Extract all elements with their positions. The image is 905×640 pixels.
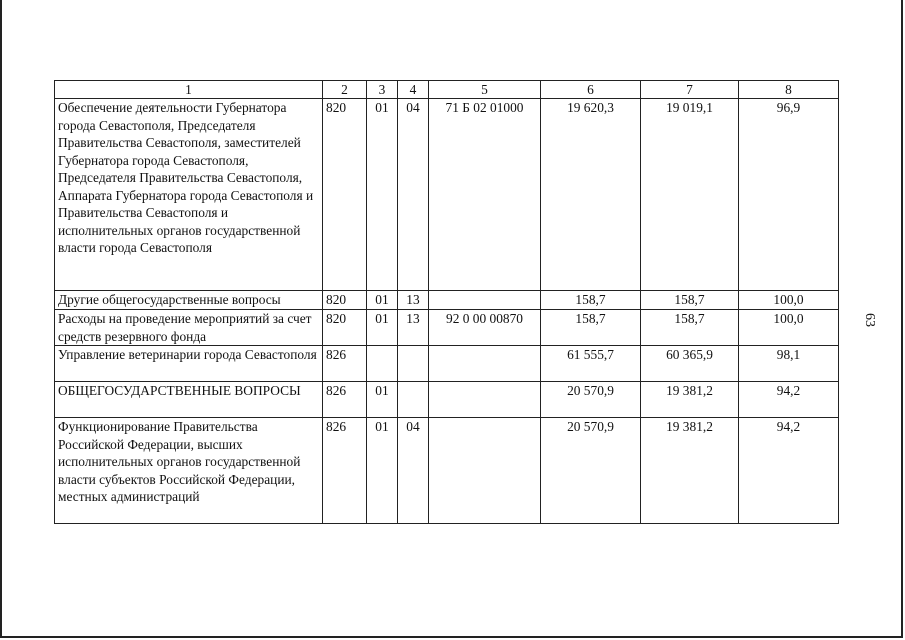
row-col-3	[367, 346, 398, 382]
row-col-5	[429, 418, 541, 524]
row-col-8: 94,2	[739, 382, 839, 418]
row-col-3: 01	[367, 382, 398, 418]
row-name: Другие общегосударственные вопросы	[55, 291, 323, 310]
row-col-6: 19 620,3	[541, 99, 641, 291]
header-col-1: 1	[55, 81, 323, 99]
row-col-5: 92 0 00 00870	[429, 310, 541, 346]
row-col-3: 01	[367, 291, 398, 310]
row-col-8: 94,2	[739, 418, 839, 524]
header-col-7: 7	[641, 81, 739, 99]
page-number: 63	[862, 313, 877, 327]
row-col-6: 158,7	[541, 310, 641, 346]
header-col-5: 5	[429, 81, 541, 99]
row-col-5	[429, 346, 541, 382]
row-col-3: 01	[367, 418, 398, 524]
row-col-8: 100,0	[739, 291, 839, 310]
row-name: Обеспечение деятельности Губернатора города Севастополя, Председателя Правительства Севастополя, заместителей Губернатора города Севастополя, Председателя Правительства Севастополя, Аппарата Губернатора города Севастополя и Правительства Севастополя и исполнительных органов государственной власти города Севастополя	[55, 99, 323, 291]
row-col-6: 20 570,9	[541, 382, 641, 418]
row-name: ОБЩЕГОСУДАРСТВЕННЫЕ ВОПРОСЫ	[55, 382, 323, 418]
row-col-4	[398, 346, 429, 382]
row-col-4: 04	[398, 99, 429, 291]
table-row	[55, 99, 839, 291]
row-col-4: 04	[398, 418, 429, 524]
row-col-8: 96,9	[739, 99, 839, 291]
budget-table	[54, 80, 839, 524]
row-col-4	[398, 382, 429, 418]
row-col-7: 60 365,9	[641, 346, 739, 382]
header-col-8: 8	[739, 81, 839, 99]
table-row	[55, 418, 839, 524]
row-col-6: 20 570,9	[541, 418, 641, 524]
header-col-3: 3	[367, 81, 398, 99]
table-header-row	[55, 81, 839, 99]
row-col-5	[429, 382, 541, 418]
table-row	[55, 346, 839, 382]
row-col-6: 61 555,7	[541, 346, 641, 382]
row-col-2: 826	[323, 346, 367, 382]
row-col-7: 19 381,2	[641, 382, 739, 418]
table-row	[55, 382, 839, 418]
row-name: Управление ветеринарии города Севастополя	[55, 346, 323, 382]
row-col-7: 19 381,2	[641, 418, 739, 524]
row-col-2: 820	[323, 291, 367, 310]
row-col-7: 158,7	[641, 310, 739, 346]
row-col-8: 100,0	[739, 310, 839, 346]
row-name: Расходы на проведение мероприятий за счет средств резервного фонда	[55, 310, 323, 346]
row-col-3: 01	[367, 99, 398, 291]
row-col-2: 826	[323, 382, 367, 418]
row-col-4: 13	[398, 310, 429, 346]
row-col-7: 158,7	[641, 291, 739, 310]
table-row	[55, 310, 839, 346]
row-col-3: 01	[367, 310, 398, 346]
row-col-2: 826	[323, 418, 367, 524]
row-col-4: 13	[398, 291, 429, 310]
header-col-4: 4	[398, 81, 429, 99]
row-name: Функционирование Правительства Российской Федерации, высших исполнительных органов государственной власти субъектов Российской Федерации, местных администраций	[55, 418, 323, 524]
row-col-7: 19 019,1	[641, 99, 739, 291]
row-col-2: 820	[323, 310, 367, 346]
row-col-6: 158,7	[541, 291, 641, 310]
row-col-2: 820	[323, 99, 367, 291]
table-row	[55, 291, 839, 310]
header-col-6: 6	[541, 81, 641, 99]
row-col-5: 71 Б 02 01000	[429, 99, 541, 291]
header-col-2: 2	[323, 81, 367, 99]
row-col-8: 98,1	[739, 346, 839, 382]
row-col-5	[429, 291, 541, 310]
